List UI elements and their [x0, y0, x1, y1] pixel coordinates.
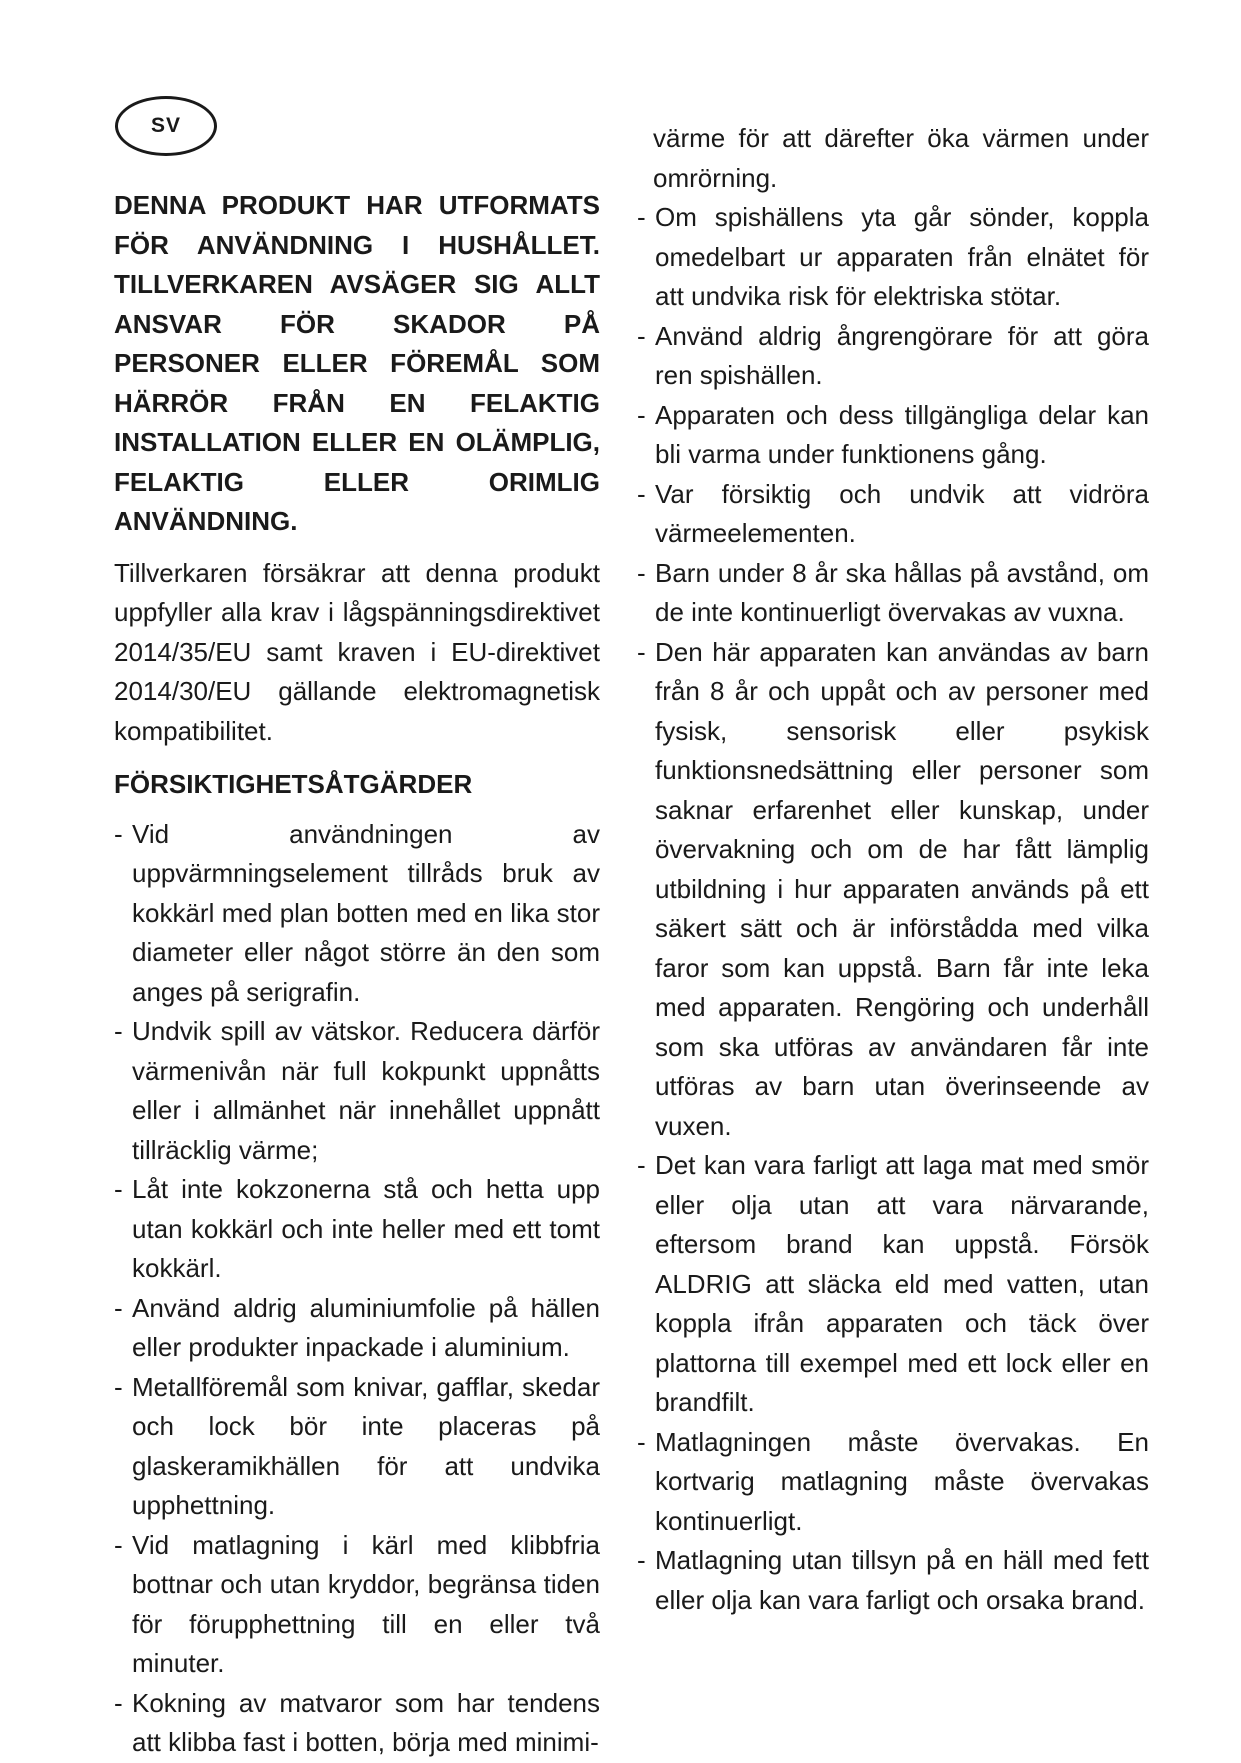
precautions-list-left — [114, 815, 600, 1763]
list-item-text: Den här apparaten kan användas av barn från 8 år och uppåt och av personer med fysisk, sensorisk eller psykisk funktionsnedsättning eller personer som saknar erfarenhet eller kunskap, under övervakning och om de har fått lämplig utbildning i hur apparaten används på ett säkert sätt och är införstådda med vilka faror som kan uppstå. Barn får inte leka med apparaten. Rengöring och underhåll som ska utföras av användaren får inte utföras av barn utan överinseende av vuxen. — [655, 636, 1149, 1141]
list-item-text: Vid användningen av uppvärmningselement tillråds bruk av kokkärl med plan botten med en lika stor diameter eller något större än den som anges på serigrafin. — [132, 818, 600, 1007]
list-item-text: Matlagningen måste övervakas. En kortvarig matlagning måste övervakas kontinuerligt. — [655, 1426, 1149, 1536]
list-item-text: Matlagning utan tillsyn på en häll med fett eller olja kan vara farligt och orsaka brand. — [655, 1545, 1149, 1615]
right-column — [637, 119, 1149, 1620]
list-item — [114, 1012, 600, 1170]
bullet-dash: - — [114, 1292, 123, 1323]
list-item — [114, 1368, 600, 1526]
bullet-dash: - — [637, 202, 646, 232]
list-item-text: Apparaten och dess tillgängliga delar kan bli varma under funktionens gång. — [655, 399, 1149, 469]
liability-warning: DENNA PRODUKT HAR UTFORMATS FÖR ANVÄNDNING I HUSHÅLLET. TILLVERKAREN AVSÄGER SIG ALLT ANSVAR FÖR SKADOR PÅ PERSONER ELLER FÖREMÅL SOM HÄRRÖR FRÅN EN FELAKTIG INSTALLATION ELLER EN OLÄMPLIG, FELAKTIG ELLER ORIMLIG ANVÄNDNING. — [114, 190, 600, 536]
bullet-dash: - — [637, 1545, 646, 1575]
conformity-statement: Tillverkaren försäkrar att denna produkt uppfyller alla krav i lågspänningsdirektivet 2014/35/EU samt kraven i EU-direktivet 2014/30/EU gällande elektromagnetisk kompatibilitet. — [114, 557, 600, 746]
bullet-dash: - — [114, 1016, 123, 1046]
bullet-dash: - — [637, 1426, 646, 1457]
list-item — [637, 1423, 1149, 1542]
list-item-text: Undvik spill av vätskor. Reducera därför värmenivån när full kokpunkt uppnåtts eller i allmänhet när innehållet uppnått tillräcklig värme; — [132, 1016, 600, 1165]
bullet-dash: - — [637, 399, 646, 430]
bullet-dash: - — [637, 1150, 646, 1180]
list-item-text: Var försiktig och undvik att vidröra värmeelementen. — [655, 478, 1149, 548]
list-item-text: Metallföremål som knivar, gafflar, skedar och lock bör inte placeras på glaskeramikhällen för att undvika upphettning. — [132, 1371, 600, 1520]
list-item-text: Använd aldrig ångrengörare för att göra ren spishällen. — [655, 320, 1149, 390]
list-item-text: Barn under 8 år ska hållas på avstånd, om de inte kontinuerligt övervakas av vuxna. — [655, 557, 1149, 627]
bullet-dash: - — [637, 636, 646, 667]
list-item-text: Kokning av matvaror som har tendens att klibba fast i botten, börja med minimi- — [132, 1687, 600, 1757]
continued-item-text: värme för att därefter öka värmen under omrörning. — [653, 123, 1149, 193]
list-item — [637, 198, 1149, 317]
bullet-dash: - — [114, 1529, 123, 1560]
list-item — [114, 1170, 600, 1289]
list-item — [637, 475, 1149, 554]
list-item — [637, 396, 1149, 475]
bullet-dash: - — [114, 818, 123, 849]
bullet-dash: - — [114, 1174, 123, 1204]
bullet-dash: - — [114, 1687, 123, 1718]
list-item-text: Låt inte kokzonerna stå och hetta upp utan kokkärl och inte heller med ett tomt kokkärl. — [132, 1174, 600, 1283]
bullet-dash: - — [637, 320, 646, 351]
list-item — [637, 1541, 1149, 1620]
section-title: FÖRSIKTIGHETSÅTGÄRDER — [114, 769, 473, 799]
bullet-dash: - — [637, 478, 646, 509]
left-column — [114, 186, 600, 1763]
list-item — [637, 633, 1149, 1147]
language-badge — [115, 96, 217, 156]
list-item-text: Vid matlagning i kärl med klibbfria bottnar och utan kryddor, begränsa tiden för förupphettning till en eller två minuter. — [132, 1529, 600, 1678]
list-item-text: Använd aldrig aluminiumfolie på hällen eller produkter inpackade i aluminium. — [132, 1292, 600, 1362]
list-item — [114, 1526, 600, 1684]
list-item — [637, 1146, 1149, 1423]
list-item — [637, 317, 1149, 396]
list-item — [114, 1684, 600, 1763]
bullet-dash: - — [114, 1371, 123, 1402]
list-item — [114, 815, 600, 1013]
bullet-dash: - — [637, 557, 646, 588]
language-code: SV — [150, 114, 181, 137]
precautions-list-right — [637, 198, 1149, 1620]
list-item — [637, 554, 1149, 633]
list-item — [114, 1289, 600, 1368]
list-item-text: Det kan vara farligt att laga mat med smör eller olja utan att vara närvarande, eftersom brand kan uppstå. Försök ALDRIG att släcka eld med vatten, utan koppla ifrån apparaten och täck över plattorna till exempel med ett lock eller en brandfilt. — [655, 1150, 1149, 1417]
list-item-text: Om spishällens yta går sönder, koppla omedelbart ur apparaten från elnätet för att undvika risk för elektriska stötar. — [655, 202, 1149, 311]
